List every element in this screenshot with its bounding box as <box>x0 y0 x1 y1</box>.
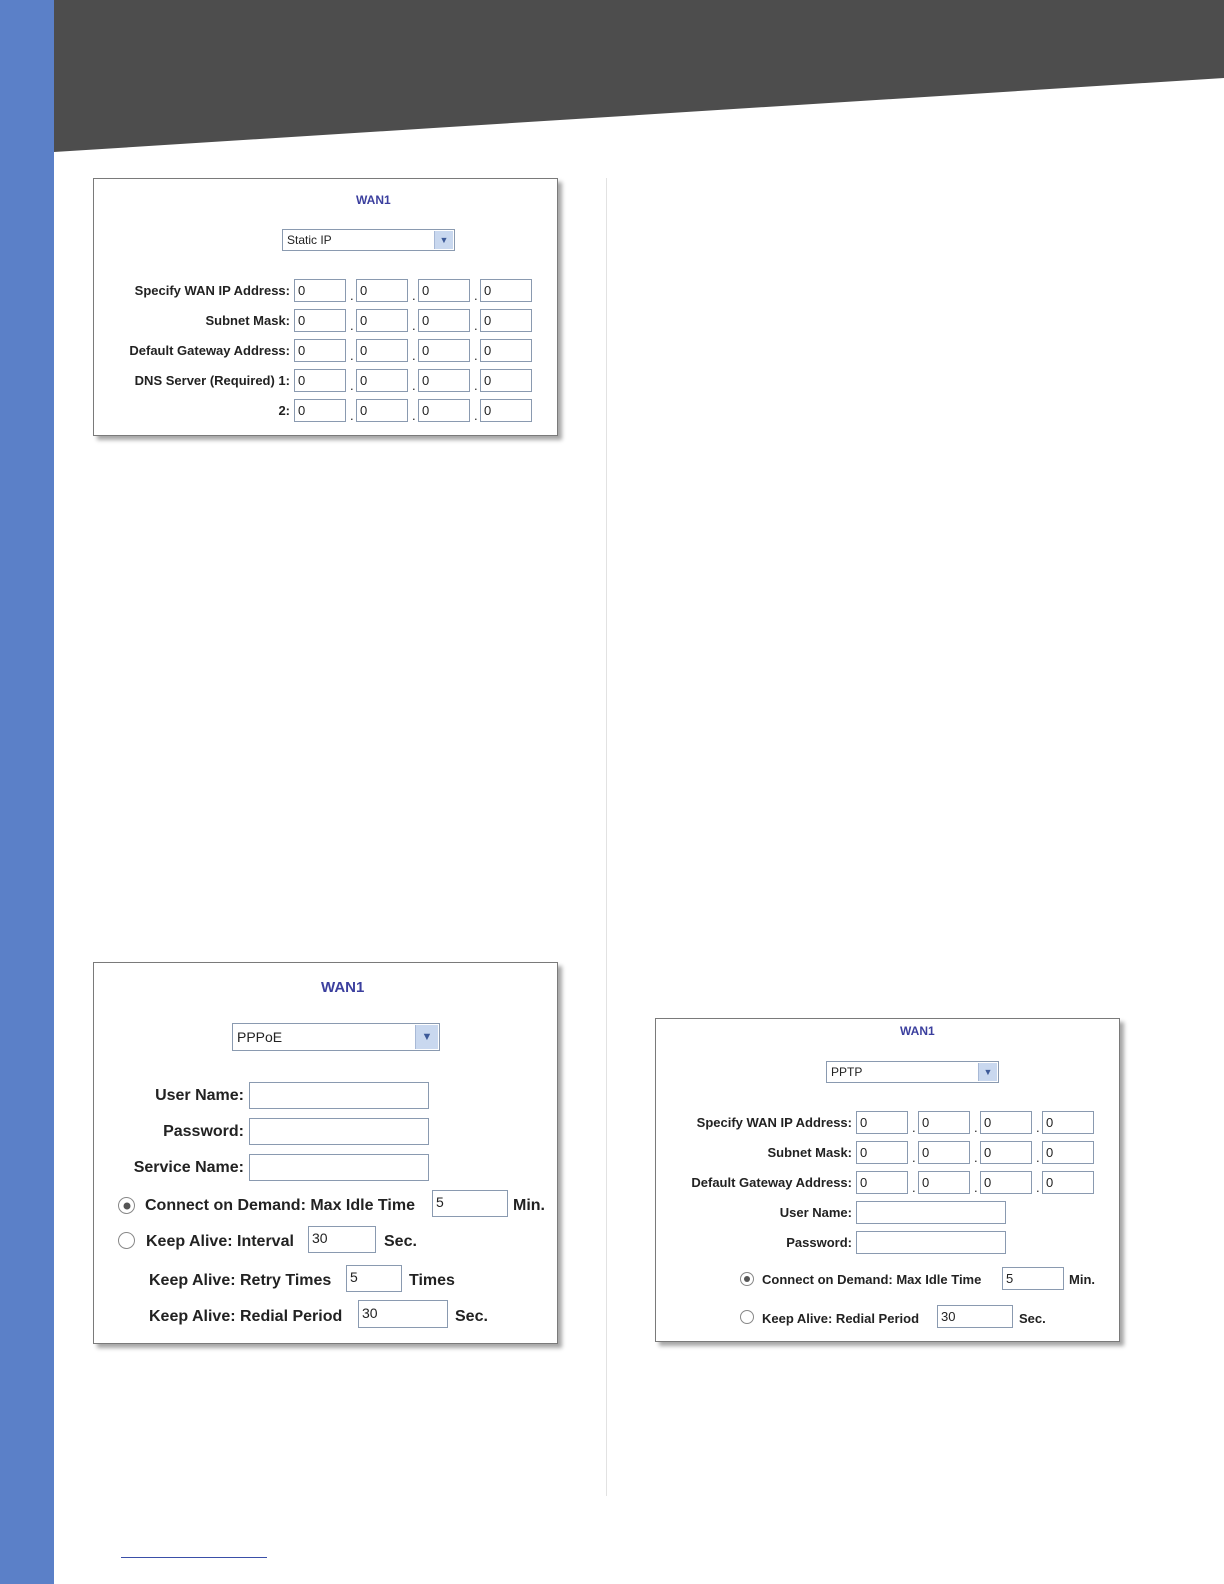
retry-times-input[interactable]: 5 <box>346 1265 402 1292</box>
user-name-input[interactable] <box>856 1201 1006 1224</box>
octet-input[interactable]: 0 <box>418 369 470 392</box>
pptp-panel: WAN1 PPTP ▼ Specify WAN IP Address: 0 . 0 . 0 . 0 Subnet Mask: 0 . 0 . 0 . 0 Default Gateway Address: 0 . 0 . 0 . 0 User Name: Password: Connect on Demand: Max Idle Time 5 Min. Keep Alive: Redial Period 30 Sec. <box>655 1018 1120 1342</box>
row-label: Subnet Mask: <box>767 1145 852 1160</box>
keep-alive-interval-unit: Sec. <box>384 1233 417 1250</box>
keep-alive-interval-radio[interactable] <box>118 1232 135 1249</box>
redial-period-label: Keep Alive: Redial Period <box>149 1308 343 1325</box>
octet-input[interactable]: 0 <box>356 279 408 302</box>
row-label: Specify WAN IP Address: <box>134 283 290 298</box>
connection-type-select[interactable] <box>232 1023 440 1051</box>
octet-input[interactable]: 0 <box>918 1171 970 1194</box>
connection-type-value: PPPoE <box>237 1029 283 1045</box>
keep-alive-redial-label: Keep Alive: Redial Period <box>762 1311 920 1326</box>
max-idle-unit: Min. <box>513 1197 545 1214</box>
connect-on-demand-radio[interactable] <box>740 1272 754 1286</box>
octet-input[interactable]: 0 <box>480 399 532 422</box>
row-label: Default Gateway Address: <box>129 343 290 358</box>
connection-type-select[interactable] <box>282 229 455 251</box>
retry-times-label: Keep Alive: Retry Times <box>149 1272 332 1289</box>
octet-input[interactable]: 0 <box>356 369 408 392</box>
octet-input[interactable]: 0 <box>1042 1111 1094 1134</box>
octet-input[interactable]: 0 <box>418 279 470 302</box>
page-header-banner <box>54 0 1224 152</box>
octet-input[interactable]: 0 <box>1042 1171 1094 1194</box>
password-input[interactable] <box>856 1231 1006 1254</box>
row-label: DNS Server (Required) 1: <box>134 373 290 388</box>
panel-title: WAN1 <box>321 979 365 996</box>
chevron-down-icon: ▼ <box>421 1031 433 1043</box>
footer-link-underline <box>121 1557 267 1558</box>
keep-alive-interval-input[interactable]: 30 <box>308 1226 376 1253</box>
user-name-label: User Name: <box>779 1205 852 1220</box>
octet-input[interactable]: 0 <box>480 279 532 302</box>
max-idle-time-input[interactable]: 5 <box>432 1190 508 1217</box>
redial-period-input[interactable]: 30 <box>358 1300 448 1328</box>
row-label: 2: <box>278 403 290 418</box>
static-ip-panel: WAN1 Static IP ▼ Specify WAN IP Address: 0 . 0 . 0 . 0 Subnet Mask: 0 . 0 . 0 . 0 Default Gateway Address: 0 . 0 . 0 . 0 DNS Server (Required) 1: 0 . 0 . 0 . 0 2: 0 . 0 . 0 . 0 <box>93 178 558 436</box>
user-name-label: User Name: <box>155 1087 244 1104</box>
chevron-down-icon: ▼ <box>439 235 449 245</box>
octet-input[interactable]: 0 <box>294 399 346 422</box>
keep-alive-interval-label: Keep Alive: Interval <box>146 1233 294 1250</box>
redial-period-unit: Sec. <box>1019 1311 1046 1326</box>
octet-input[interactable]: 0 <box>1042 1141 1094 1164</box>
octet-input[interactable]: 0 <box>356 309 408 332</box>
octet-input[interactable]: 0 <box>418 309 470 332</box>
password-label: Password: <box>163 1123 244 1140</box>
octet-input[interactable]: 0 <box>356 399 408 422</box>
retry-times-unit: Times <box>409 1272 455 1289</box>
octet-input[interactable]: 0 <box>980 1171 1032 1194</box>
octet-input[interactable]: 0 <box>856 1141 908 1164</box>
octet-input[interactable]: 0 <box>294 279 346 302</box>
row-label: Specify WAN IP Address: <box>696 1115 852 1130</box>
octet-input[interactable]: 0 <box>480 309 532 332</box>
panel-title: WAN1 <box>900 1024 935 1038</box>
octet-input[interactable]: 0 <box>856 1171 908 1194</box>
octet-input[interactable]: 0 <box>480 339 532 362</box>
octet-input[interactable]: 0 <box>294 369 346 392</box>
user-name-input[interactable] <box>249 1082 429 1109</box>
octet-input[interactable]: 0 <box>480 369 532 392</box>
connection-type-value: Static IP <box>287 233 332 247</box>
octet-input[interactable]: 0 <box>356 339 408 362</box>
octet-input[interactable]: 0 <box>856 1111 908 1134</box>
service-name-label: Service Name: <box>133 1159 244 1176</box>
chevron-down-icon: ▼ <box>983 1067 993 1077</box>
connection-type-value: PPTP <box>831 1065 863 1079</box>
max-idle-unit: Min. <box>1069 1272 1095 1287</box>
connect-on-demand-radio[interactable] <box>118 1197 135 1214</box>
connect-on-demand-label: Connect on Demand: Max Idle Time <box>762 1272 982 1287</box>
octet-input[interactable]: 0 <box>294 309 346 332</box>
octet-input[interactable]: 0 <box>418 339 470 362</box>
octet-input[interactable]: 0 <box>918 1111 970 1134</box>
octet-input[interactable]: 0 <box>294 339 346 362</box>
octet-input[interactable]: 0 <box>918 1141 970 1164</box>
connect-on-demand-label: Connect on Demand: Max Idle Time <box>145 1197 415 1214</box>
octet-input[interactable]: 0 <box>418 399 470 422</box>
row-label: Subnet Mask: <box>205 313 290 328</box>
redial-period-input[interactable]: 30 <box>937 1305 1013 1328</box>
row-label: Default Gateway Address: <box>691 1175 852 1190</box>
octet-input[interactable]: 0 <box>980 1141 1032 1164</box>
service-name-input[interactable] <box>249 1154 429 1181</box>
left-sidebar-band <box>0 0 54 1584</box>
max-idle-time-input[interactable]: 5 <box>1002 1267 1064 1290</box>
password-label: Password: <box>786 1235 852 1250</box>
pppoe-panel <box>93 962 558 1344</box>
keep-alive-redial-radio[interactable] <box>740 1310 754 1324</box>
column-divider <box>606 178 607 1496</box>
panel-title: WAN1 <box>356 193 391 207</box>
octet-input[interactable]: 0 <box>980 1111 1032 1134</box>
redial-period-unit: Sec. <box>455 1308 488 1325</box>
connection-type-select[interactable] <box>826 1061 999 1083</box>
password-input[interactable] <box>249 1118 429 1145</box>
